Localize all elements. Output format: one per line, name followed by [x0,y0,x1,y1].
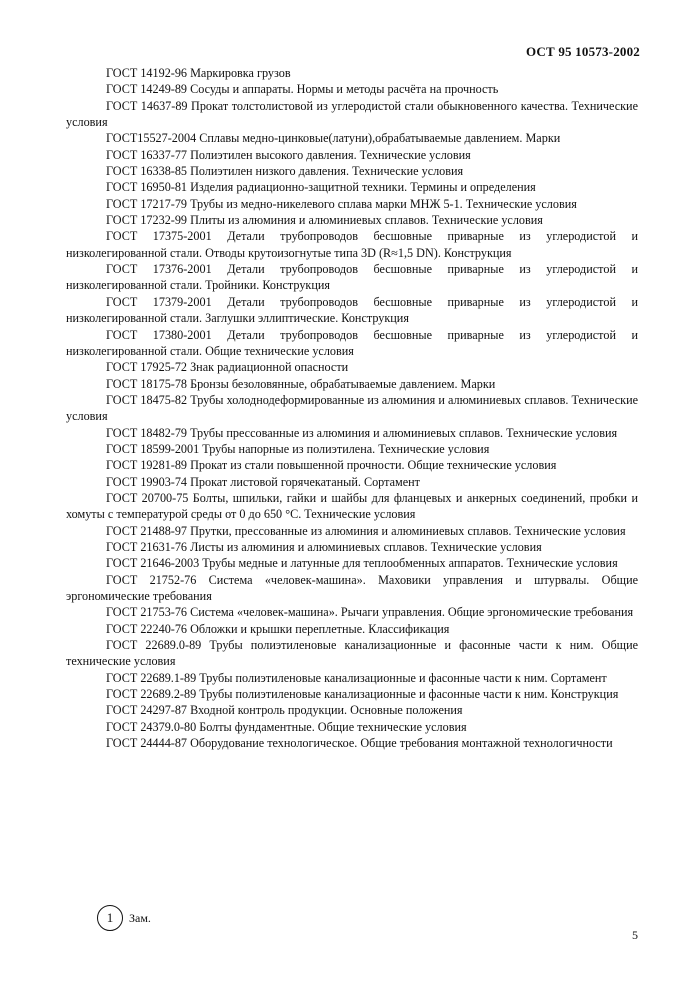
reference-entry: ГОСТ 18482-79 Трубы прессованные из алюминия и алюминиевых сплавов. Технические условия [106,425,618,440]
change-number-circle: 1 [97,905,123,931]
reference-entry: ГОСТ 21488-97 Прутки, прессованные из алюминия и алюминиевых сплавов. Технические условия [106,523,626,538]
reference-entry: ГОСТ 19903-74 Прокат листовой горячекатаный. Сортамент [106,474,420,489]
reference-entry: ГОСТ 22240-76 Обложки и крышки переплетные. Классификация [106,621,450,636]
reference-entry: ГОСТ 18175-78 Бронзы безоловянные, обрабатываемые давлением. Марки [106,376,496,391]
reference-entry: ГОСТ 14192-96 Маркировка грузов [106,66,291,80]
reference-entry: ГОСТ 22689.2-89 Трубы полиэтиленовые канализационные и фасонные части к ним. Конструкция [106,687,619,702]
reference-entry: ГОСТ 17232-99 Плиты из алюминия и алюминиевых сплавов. Технические условия [106,213,543,228]
reference-entry: ГОСТ 21631-76 Листы из алюминия и алюминиевых сплавов. Технические условия [106,539,542,554]
reference-entry: ГОСТ 21753-76 Система «человек-машина». Рычаги управления. Общие эргономические требования [106,605,634,620]
reference-entry: ГОСТ 17380-2001 Детали трубопроводов бесшовные приварные из углеродистой и низколегированной стали. Общие технические условия [66,327,638,358]
reference-entry: ГОСТ 21646-2003 Трубы медные и латунные для теплообменных аппаратов. Технические условия [106,556,618,571]
reference-entry: ГОСТ 17217-79 Трубы из медно-никелевого сплава марки МНЖ 5-1. Технические условия [106,196,577,211]
page-number: 5 [632,928,638,942]
reference-entry: ГОСТ 16337-77 Полиэтилен высокого давления. Технические условия [106,147,471,162]
reference-entry: ГОСТ 17376-2001 Детали трубопроводов бесшовные приварные из углеродистой и низколегированной стали. Тройники. Конструкция [66,262,638,293]
reference-entry: ГОСТ 16950-81 Изделия радиационно-защитной техники. Термины и определения [106,180,536,195]
reference-entry: ГОСТ 19281-89 Прокат из стали повышенной прочности. Общие технические условия [106,458,557,473]
change-label: Зам. [129,910,151,925]
reference-entry: ГОСТ 17925-72 Знак радиационной опасности [106,360,349,375]
reference-entry: ГОСТ15527-2004 Сплавы медно-цинковые(латуни),обрабатываемые давлением. Марки [106,131,561,146]
reference-entry: ГОСТ 17379-2001 Детали трубопроводов бесшовные приварные из углеродистой и низколегированной стали. Заглушки эллиптические. Конструкция [66,294,638,326]
reference-entry: ГОСТ 24379.0-80 Болты фундаментные. Общие технические условия [106,719,467,734]
reference-entry: ГОСТ 16338-85 Полиэтилен низкого давления. Технические условия [106,164,464,179]
reference-entry: ГОСТ 21752-76 Система «человек-машина». Маховики управления и штурвалы. Общие эргономические требования [66,572,638,603]
reference-entry: ГОСТ 14637-89 Прокат толстолистовой из углеродистой стали обыкновенного качества. Технические условия [66,98,638,130]
reference-entry: ГОСТ 14249-89 Сосуды и аппараты. Нормы и методы расчёта на прочность [106,82,499,97]
reference-entry: ГОСТ 24444-87 Оборудование технологическое. Общие требования монтажной технологичности [106,736,613,751]
document-code: ОСТ 95 10573-2002 [525,44,640,59]
reference-entry: ГОСТ 18475-82 Трубы холоднодеформированные из алюминия и алюминиевых сплавов. Технические условия [66,392,638,424]
change-mark [97,905,151,931]
reference-entry: ГОСТ 22689.1-89 Трубы полиэтиленовые канализационные и фасонные части к ним. Сортамент [106,670,607,685]
reference-entry: ГОСТ 22689.0-89 Трубы полиэтиленовые канализационные и фасонные части к ним. Общие технические условия [66,638,638,669]
reference-entry: ГОСТ 18599-2001 Трубы напорные из полиэтилена. Технические условия [106,441,490,456]
normative-references-list [66,65,638,751]
reference-entry: ГОСТ 20700-75 Болты, шпильки, гайки и шайбы для фланцевых и анкерных соединений, пробки и хомуты с температурой среды от 0 до 650 °С. Технические условия [66,490,638,522]
reference-entry: ГОСТ 24297-87 Входной контроль продукции. Основные положения [106,703,463,718]
reference-entry: ГОСТ 17375-2001 Детали трубопроводов бесшовные приварные из углеродистой и низколегированной стали. Отводы крутоизогнутые типа 3D (R≈1,5 DN). Конструкция [66,229,638,260]
